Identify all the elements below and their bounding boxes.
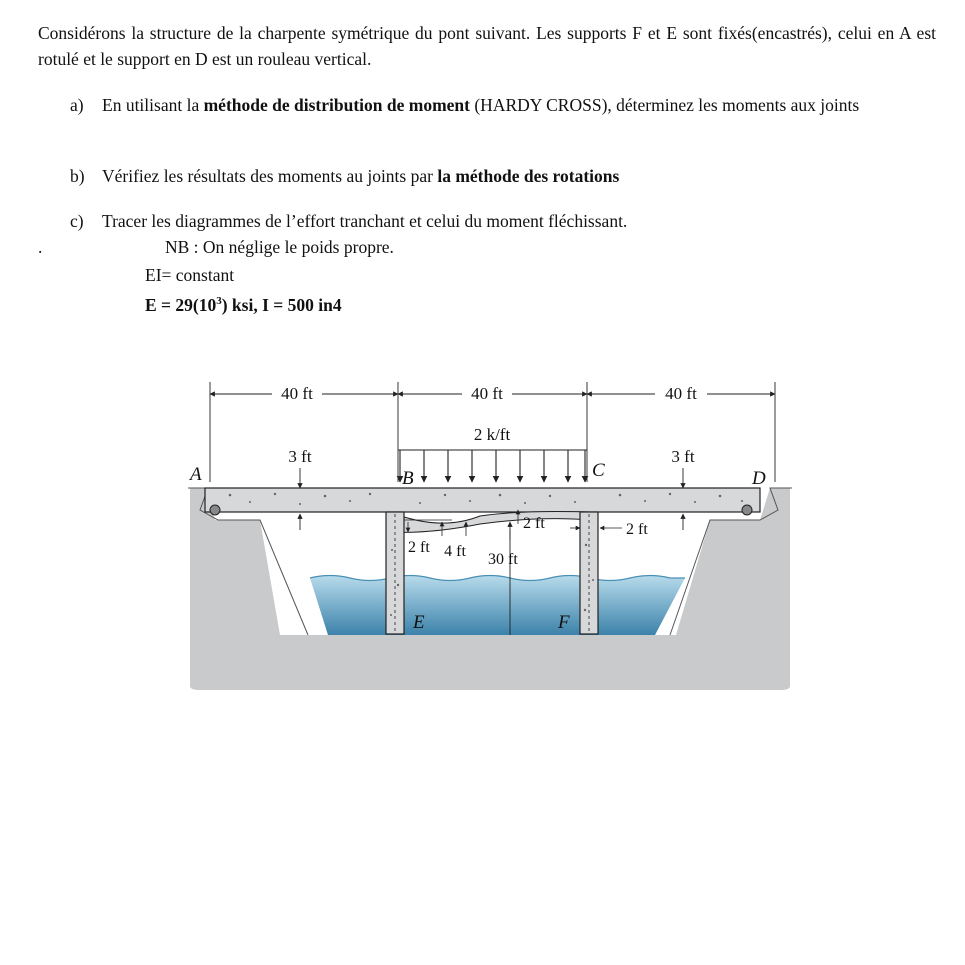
arch-haunch — [390, 512, 590, 533]
joint-c-label: C — [592, 460, 605, 481]
bullet-dot: . — [38, 237, 43, 257]
dim-30ft: 30 ft — [488, 551, 518, 568]
material-properties: $E = 29(10^3)$ ksi, I = 500 in4 — [145, 294, 342, 315]
question-c-label: c) — [70, 211, 84, 231]
joint-a-label: A — [190, 464, 202, 485]
dim-4ft: 4 ft — [444, 543, 466, 560]
question-b-text: Vérifiez les résultats des moments au joints par la méthode des rotations — [102, 166, 620, 186]
note-ei: EI= constant — [145, 265, 235, 285]
joint-e-label: E — [413, 612, 425, 633]
question-b-bold: la méthode des rotations — [437, 166, 620, 186]
joint-f-label: F — [558, 612, 570, 633]
span-2-label: 40 ft — [471, 384, 503, 403]
span-1-label: 40 ft — [281, 384, 313, 403]
span-3-label: 40 ft — [665, 384, 697, 403]
question-b-label: b) — [70, 166, 85, 186]
dim-2ft-top: 2 ft — [523, 515, 545, 532]
question-a-text: En utilisant la méthode de distribution de moment (HARDY CROSS), déterminez les moments aux joints — [102, 95, 860, 115]
pier-e — [386, 512, 404, 634]
question-a-bold: méthode de distribution de moment — [203, 95, 470, 115]
problem-statement: Considérons la structure de la charpente symétrique du pont suivant. Les supports F et E sont fixés(encastrés), celui en A est rotulé et le support en D est un rouleau vertical. — [38, 23, 936, 69]
load-label: 2 k/ft — [473, 425, 511, 444]
joint-b-label: B — [402, 468, 414, 489]
dim-2ft-right: 2 ft — [626, 521, 648, 538]
bridge-deck — [205, 488, 760, 512]
support-a-pin — [210, 505, 220, 515]
question-c-text: Tracer les diagrammes de l’effort tranchant et celui du moment fléchissant. — [102, 211, 628, 231]
joint-d-label: D — [752, 468, 766, 489]
water — [310, 576, 685, 636]
rise-left-label: 3 ft — [288, 447, 312, 466]
load-arrows — [400, 450, 585, 482]
note-self-weight: NB : On néglige le poids propre. — [165, 237, 394, 257]
question-a-label: a) — [70, 95, 84, 115]
rise-right-label: 3 ft — [671, 447, 695, 466]
bridge-frame-figure — [180, 370, 800, 700]
dim-2ft-left: 2 ft — [408, 539, 430, 556]
pier-f — [580, 512, 598, 634]
support-d-roller — [742, 505, 752, 515]
